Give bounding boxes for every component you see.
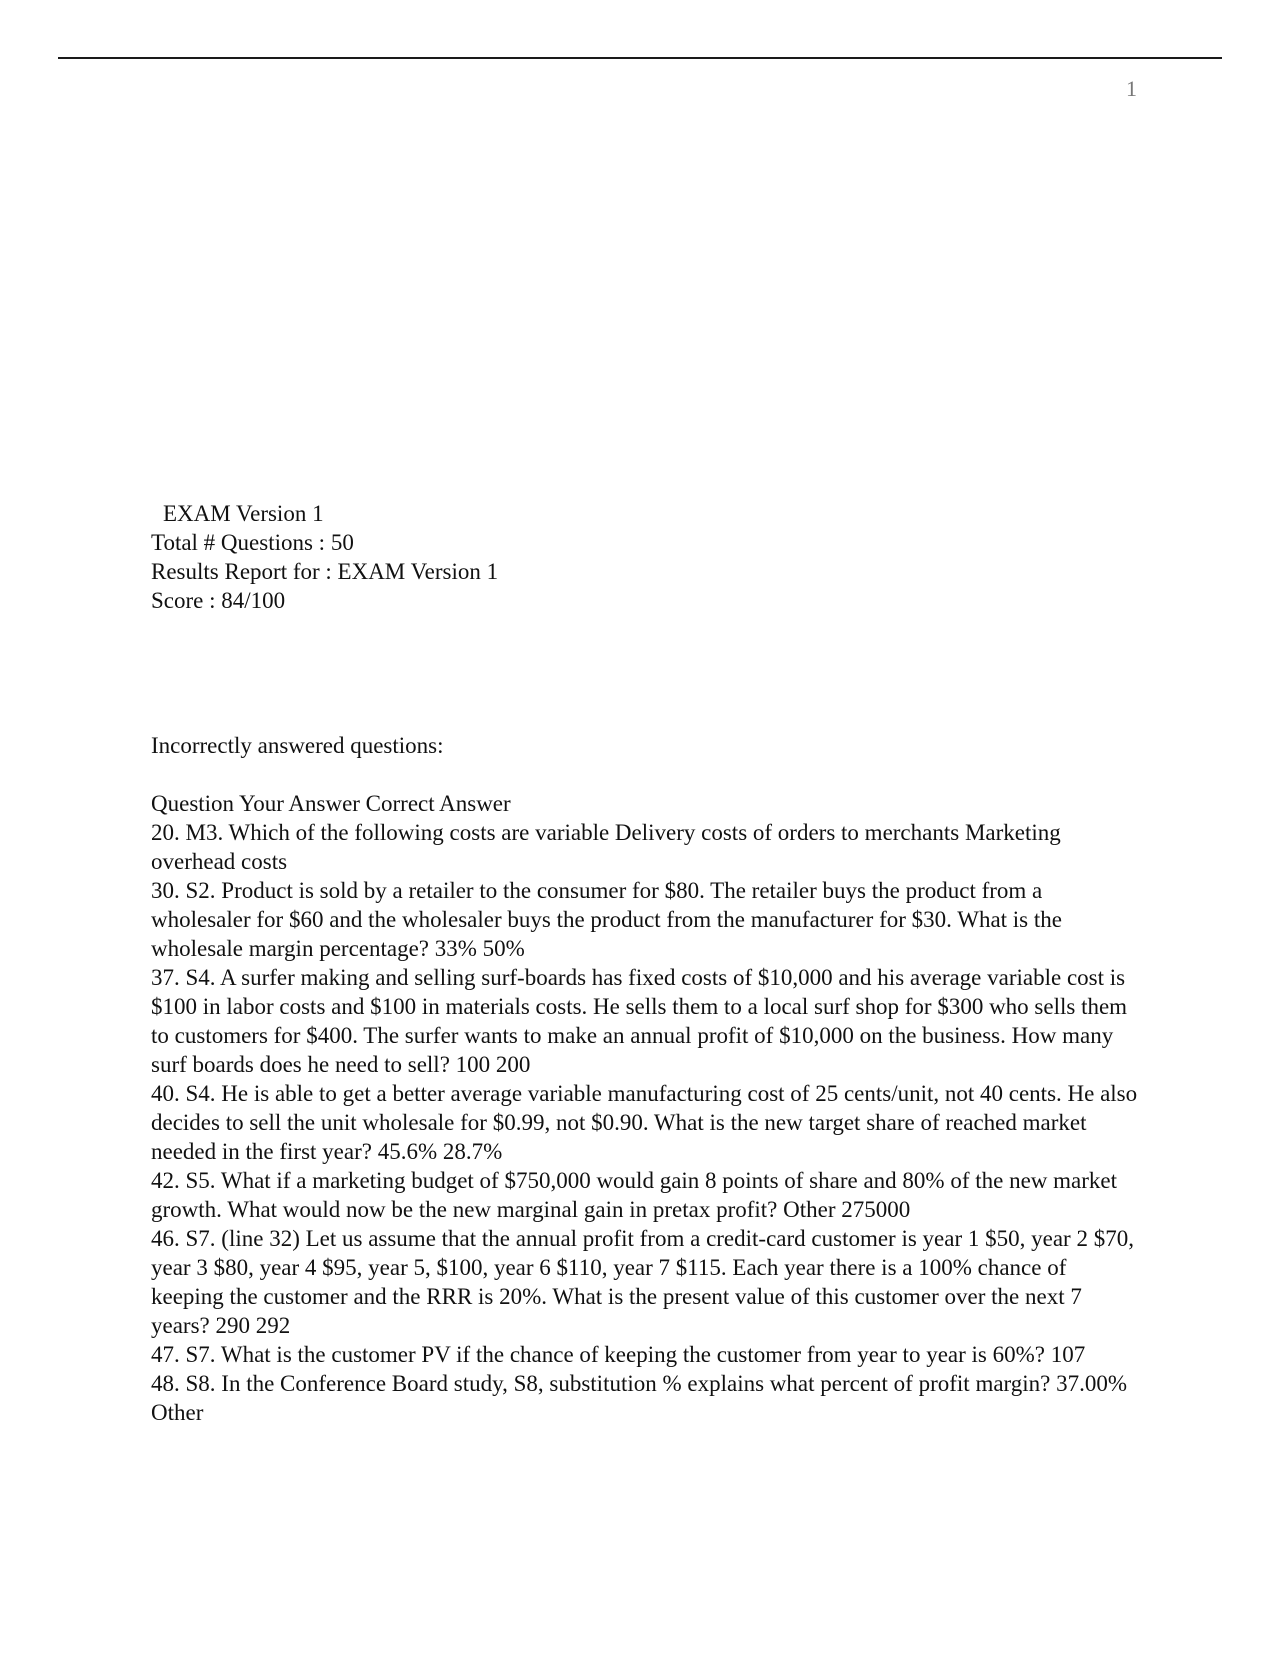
- question-item: 47. S7. What is the customer PV if the chance of keeping the customer from year to year is 60%? 107: [151, 1342, 1086, 1367]
- spacer: [151, 760, 1141, 789]
- top-rule: [58, 57, 1222, 59]
- page-number: 1: [1126, 76, 1137, 101]
- question-item: 46. S7. (line 32) Let us assume that the annual profit from a credit-card customer is year 1 $50, year 2 $70, year 3 $80, year 4 $95, year 5, $100, year 6 $110, year 7 $115. Each year there is a 100% chance of keeping the customer and the RRR is 20%. What is the present value of this customer over the next 7 years? 290 292: [151, 1226, 1134, 1338]
- question-item: 40. S4. He is able to get a better average variable manufacturing cost of 25 cents/unit, not 40 cents. He also decides to sell the unit wholesale for $0.99, not $0.90. What is the new target share of reached market needed in the first year? 45.6% 28.7%: [151, 1081, 1138, 1164]
- document-body: [151, 499, 1141, 1427]
- question-item: 37. S4. A surfer making and selling surf-boards has fixed costs of $10,000 and his average variable cost is $100 in labor costs and $100 in materials costs. He sells them to a local surf shop for $300 who sells them to customers for $400. The surfer wants to make an annual profit of $10,000 on the business. How many surf boards does he need to sell? 100 200: [151, 965, 1128, 1077]
- question-item: 42. S5. What if a marketing budget of $750,000 would gain 8 points of share and 80% of the new market growth. What would now be the new marginal gain in pretax profit? Other 275000: [151, 1168, 1118, 1222]
- question-item: 30. S2. Product is sold by a retailer to the consumer for $80. The retailer buys the product from a wholesaler for $60 and the wholesaler buys the product from the manufacturer for $30. What is the wholesale margin percentage? 33% 50%: [151, 878, 1062, 961]
- spacer: [151, 615, 1141, 731]
- table-header: Question Your Answer Correct Answer: [151, 791, 511, 816]
- question-item: 20. M3. Which of the following costs are variable Delivery costs of orders to merchants Marketing overhead costs: [151, 820, 1061, 874]
- results-report: Results Report for : EXAM Version 1: [151, 559, 499, 584]
- incorrect-question-list: [151, 818, 1141, 1427]
- question-item: 48. S8. In the Conference Board study, S8, substitution % explains what percent of profit margin? 37.00% Other: [151, 1371, 1128, 1425]
- exam-title: EXAM Version 1: [163, 501, 324, 526]
- total-questions: Total # Questions : 50: [151, 530, 354, 555]
- score: Score : 84/100: [151, 588, 286, 613]
- incorrect-heading: Incorrectly answered questions:: [151, 733, 444, 758]
